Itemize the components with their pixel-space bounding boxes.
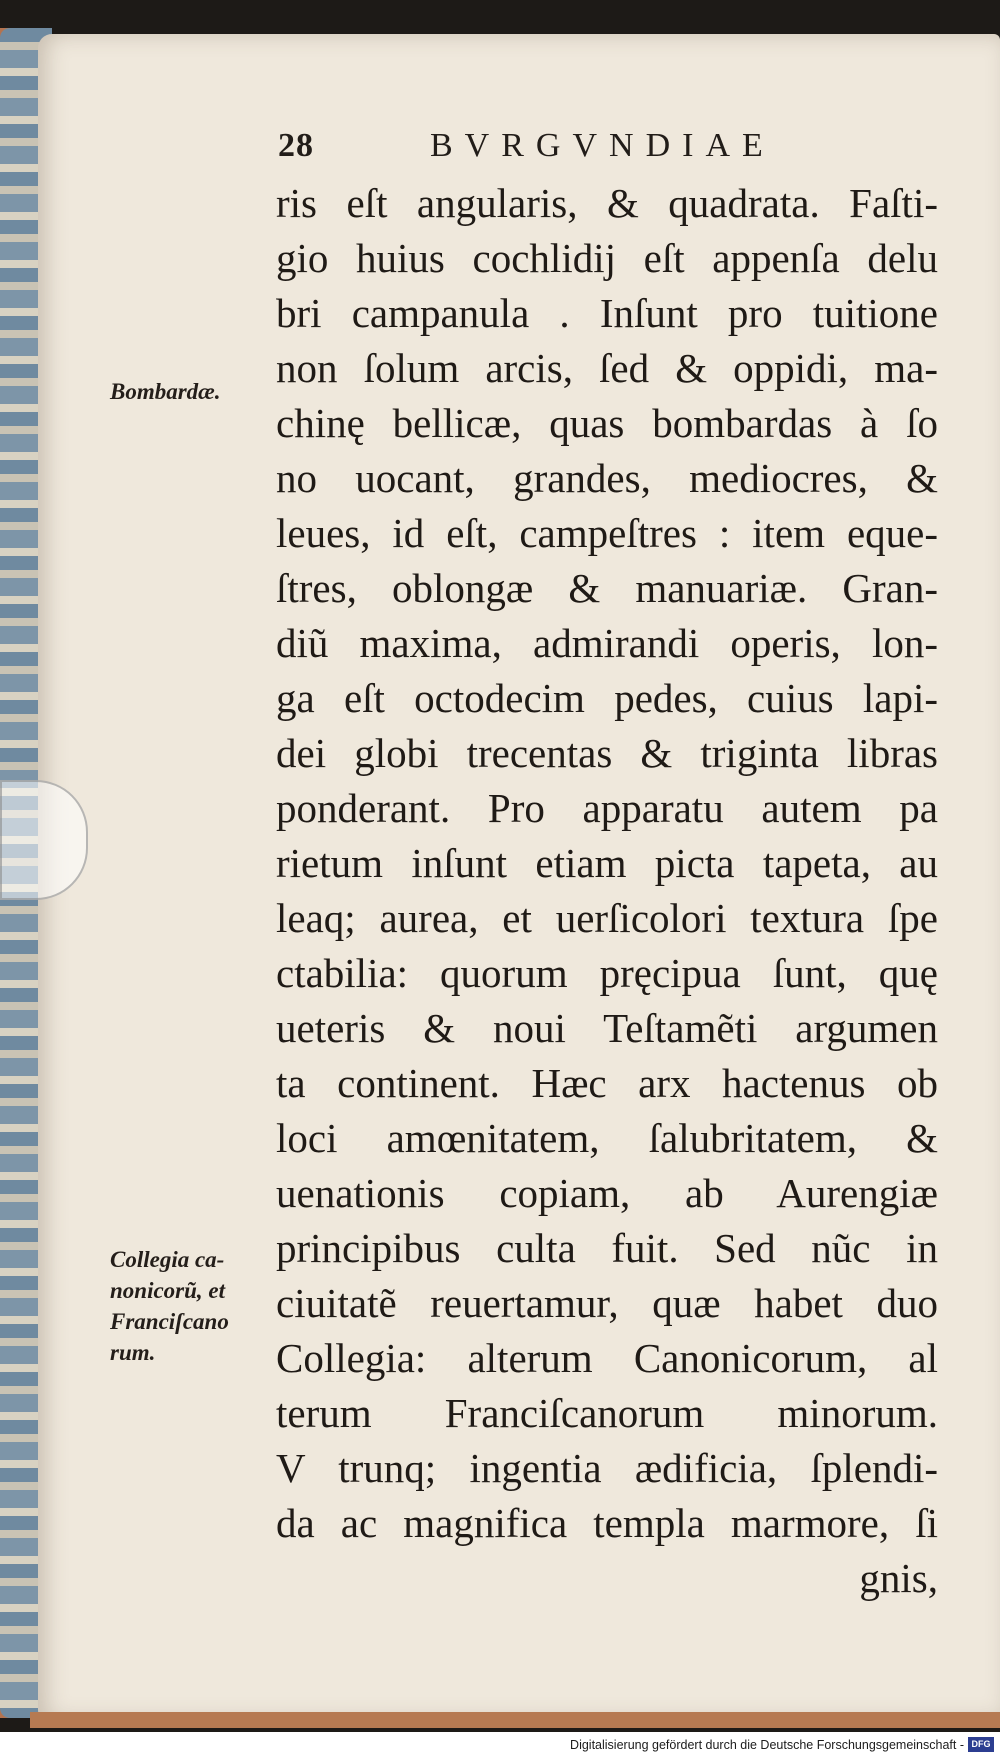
margin-note-line: Collegia ca- [110,1247,225,1272]
text-line: ctabilia: quorum pręcipua ſunt, quę [276,950,938,996]
text-line: ueteris & noui Teſtamẽti argumen [276,1005,938,1051]
text-line: no uocant, grandes, mediocres, & [276,455,938,501]
text-line: terum Franciſcanorum minorum. [276,1390,938,1436]
text-line: ponderant. Pro apparatu autem pa [276,785,938,831]
body-text [276,176,938,1606]
text-line: ris eſt angularis, & quadrata. Faſti- [276,180,938,226]
text-line: leaq; aurea, et uerſicolori textura ſpe [276,895,938,941]
footer-credit: Digitalisierung gefördert durch die Deutsche Forschungsgemeinschaft - [570,1738,964,1752]
text-line: leues, id eſt, campeſtres : item eque- [276,510,938,556]
text-line: ſtres, oblongæ & manuariæ. Gran- [276,565,938,611]
margin-note-line: rum. [110,1340,156,1365]
text-line: bri campanula . Inſunt pro tuitione [276,290,938,336]
catchword: gnis, [859,1555,938,1601]
text-line: ta continent. Hæc arx hactenus ob [276,1060,938,1106]
text-line: principibus culta fuit. Sed nũc in [276,1225,938,1271]
footer-bar [0,1732,1000,1758]
running-head [278,123,878,169]
text-line: ciuitatẽ reuertamur, quæ habet duo [276,1280,938,1326]
text-line: non ſolum arcis, ſed & oppidi, ma- [276,345,938,391]
margin-note-bombardae [110,376,221,407]
margin-note-line: Franciſcano [110,1309,229,1334]
dfg-logo: DFG [968,1737,994,1752]
text-line: gio huius cochlidij eſt appenſa delu [276,235,938,281]
page-number: 28 [278,127,314,164]
running-title: BVRGVNDIAE [430,127,775,164]
text-line: diũ maxima, admirandi operis, lon- [276,620,938,666]
text-line: ga eſt octodecim pedes, cuius lapi- [276,675,938,721]
text-line: Collegia: alterum Canonicorum, al [276,1335,938,1381]
book-bottom-edge [30,1712,1000,1728]
margin-note-line: nonicorũ, et [110,1278,226,1303]
text-line: dei globi trecentas & triginta libras [276,730,938,776]
text-line: rietum inſunt etiam picta tapeta, au [276,840,938,886]
text-line: chinę bellicæ, quas bombardas à ſo [276,400,938,446]
margin-note-collegia [110,1244,229,1368]
text-line: uenationis copiam, ab Aurengiæ [276,1170,938,1216]
text-line: V trunq; ingentia ædificia, ſplendi- [276,1445,938,1491]
text-line: da ac magnifica templa marmore, ſi [276,1500,938,1546]
text-line: loci amœnitatem, ſalubritatem, & [276,1115,938,1161]
page-clip [0,780,88,900]
margin-note-line: Bombardæ. [110,379,221,404]
